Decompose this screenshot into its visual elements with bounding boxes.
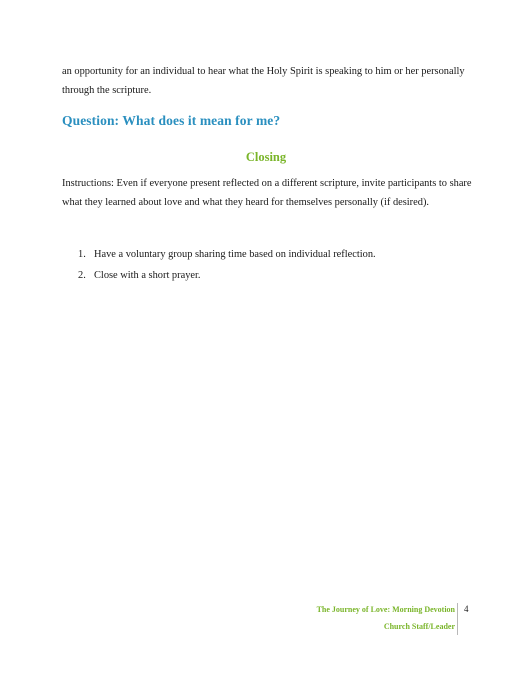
continued-paragraph: an opportunity for an individual to hear what the Holy Spirit is speaking to him or her personally through the scripture. (62, 66, 465, 96)
question-heading: Question: What does it mean for me? (62, 113, 281, 128)
list-item-text: Close with a short prayer. (94, 270, 201, 281)
instructions-paragraph: Instructions: Even if everyone present reflected on a different scripture, invite participants to share what they learned about love and what they heard for themselves personally (if desired). (62, 178, 472, 208)
list-item (62, 266, 472, 285)
footer-title: The Journey of Love: Morning Devotion (316, 605, 455, 614)
footer-divider (457, 603, 458, 635)
list-item (62, 245, 472, 264)
page-number: 4 (464, 604, 469, 614)
list-item-text: Have a voluntary group sharing time based on individual reflection. (94, 249, 376, 260)
footer-text (317, 601, 455, 635)
closing-steps-list (62, 245, 472, 287)
footer-subtitle: Church Staff/Leader (383, 622, 455, 631)
list-item-number: 1. (78, 249, 86, 260)
closing-heading: Closing (245, 150, 287, 164)
list-item-number: 2. (78, 270, 86, 281)
page-footer (280, 601, 480, 637)
